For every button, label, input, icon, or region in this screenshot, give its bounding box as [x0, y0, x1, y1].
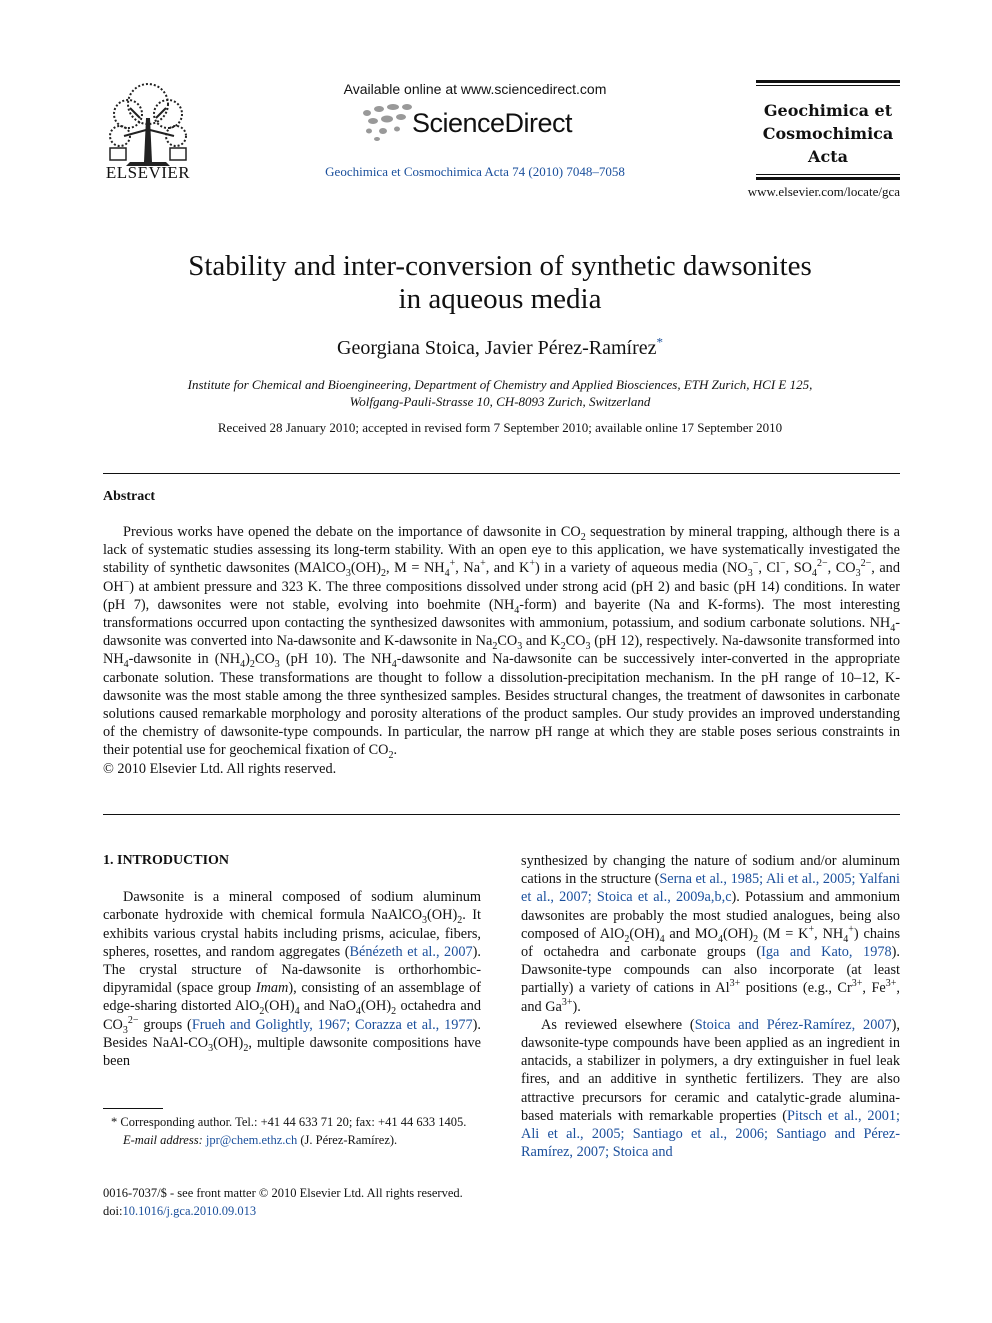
abstract-body	[103, 523, 900, 778]
corresponding-author-mark[interactable]: *	[656, 334, 663, 350]
publisher-name: ELSEVIER	[105, 163, 191, 182]
divider	[103, 814, 900, 815]
journal-title-line: Cosmochimica	[762, 124, 894, 143]
citation-link[interactable]: Iga and Kato, 1978	[761, 944, 892, 961]
author-list	[100, 334, 900, 360]
email-label: E-mail address:	[123, 1132, 203, 1147]
available-online-text[interactable]: Available online at www.sciencedirect.com	[343, 81, 607, 97]
abstract-paragraph: Previous works have opened the debate on the importance of dawsonite in $CO_2$ sequestration by mineral trapping, although there is a lack of systematic studies assessing its long-term stability. With an open eye to this application, we have systematically investigated the stability of synthetic dawsonites ($MAlCO_3(OH)_2$, $M = NH_4^+$, Na+, and K+) in a variety of aqueous media ($NO_3^-$, Cl−, $SO_4^{2-}$, $CO_3^{2-}$, and OH−) at ambient pressure and 323 K. The three compositions dissolved under strong acid (pH 2) and basic (pH 14) conditions. In water (pH 7), dawsonites were not stable, evolving into boehmite $(NH_4-form)$ and bayerite (Na and K-forms). The most interesting transformations occurred upon contacting the synthesized dawsonites with ammonium, potassium, and sodium carbonate solutions. $NH_4$-dawsonite was converted into Na-dawsonite and K-dawsonite in $Na_2CO_3$ and $K_2CO_3$ (pH 12), respectively. Na-dawsonite transformed into $NH_4$-dawsonite in $(NH_4)_2CO_3$ (pH 10). The $NH_4$-dawsonite and Na-dawsonite can be successively inter-converted in the appropriate carbonate solution. These transformations are thought to follow a dissolution-precipitation mechanism. In the pH range of 10–12, K-dawsonite was the most stable among the three synthesized samples. Besides structural changes, the treatment of dawsonites in carbonate solutions caused remarkable morphology and porosity alterations of the product samples. Our study provides an improved understanding of the chemistry of dawsonite-type compounds. In particular, the narrow pH range at which they are stable poses serious constraints in their potential use for geochemical fixation of $CO_2$.	[103, 524, 901, 762]
citation-link[interactable]: Stoica and Pérez-Ramírez, 2007	[694, 1016, 892, 1033]
doi-line	[103, 1203, 523, 1221]
affiliation	[120, 376, 880, 410]
issn-line: 0016-7037/$ - see front matter © 2010 Elsevier Ltd. All rights reserved.	[103, 1186, 463, 1200]
affiliation-line: Institute for Chemical and Bioengineering, Department of Chemistry and Applied Biosciences, ETH Zurich, HCI E 125,	[187, 377, 813, 392]
email-owner: (J. Pérez-Ramírez).	[300, 1132, 398, 1147]
corresponding-author-note: * Corresponding author. Tel.: +41 44 633 71 20; fax: +41 44 633 1405.	[111, 1115, 467, 1129]
footnote	[103, 1114, 481, 1149]
author-names: Georgiana Stoica, Javier Pérez-Ramírez	[337, 337, 657, 359]
citation-link[interactable]: Pitsch et al., 2001; Ali et al., 2005; Santiago et al., 2006; Santiago and Pérez-Ramírez, 2007; Stoica and	[521, 1107, 900, 1161]
right-column	[521, 852, 900, 1161]
divider	[103, 473, 900, 474]
abstract-heading: Abstract	[103, 489, 156, 504]
body-paragraph: Dawsonite is a mineral composed of sodium aluminum carbonate hydroxide with chemical formula $NaAlCO_3(OH)_2$. It exhibits various crystal habits including prisms, aciculae, fibers, spheres, rosettes, and random aggregates (Bénézeth et al., 2007). The crystal structure of Na-dawsonite is orthorhombic-dipyramidal (space group Imam), consisting of an assemblage of edge-sharing distorted $AlO_2(OH)_4$ and $NaO_4(OH)_2$ octahedra and $CO_3^{2-}$ groups (Frueh and Golightly, 1967; Corazza et al., 1977). Besides NaAl-$CO_3(OH)_2$, multiple dawsonite compositions have been	[103, 889, 482, 1070]
article-title	[100, 250, 900, 316]
article-dates: Received 28 January 2010; accepted in revised form 7 September 2010; available online 17 September 2010	[217, 420, 783, 435]
section-heading: 1. INTRODUCTION	[103, 853, 230, 868]
doi-label: doi:	[103, 1203, 123, 1218]
sciencedirect-wordmark: ScienceDirect	[412, 108, 573, 138]
email-link[interactable]: jpr@chem.ethz.ch	[205, 1132, 298, 1147]
journal-title-line: Acta	[808, 147, 848, 166]
affiliation-line: Wolfgang-Pauli-Strasse 10, CH-8093 Zurich, Switzerland	[349, 394, 651, 409]
title-line: Stability and inter-conversion of synthetic dawsonites	[188, 250, 812, 282]
citation-link[interactable]: Frueh and Golightly, 1967; Corazza et al., 1977	[191, 1016, 473, 1033]
journal-title-line: Geochimica et	[763, 101, 893, 120]
email-note	[103, 1132, 481, 1150]
journal-url[interactable]: www.elsevier.com/locate/gca	[747, 184, 900, 199]
page-footer	[103, 1185, 523, 1220]
journal-citation-link[interactable]: Geochimica et Cosmochimica Acta 74 (2010) 7048–7058	[325, 164, 625, 179]
body-paragraph: As reviewed elsewhere (Stoica and Pérez-Ramírez, 2007), dawsonite-type compounds have been applied as an ingredient in antacids, a stabilizer in polymers, a dry extinguisher in fuel leak fires, and an additive in synthetic fertilizers. They are also attractive precursors for ceramic and catalytic-grade alumina-based materials with remarkable properties (Pitsch et al., 2001; Ali et al., 2005; Santiago et al., 2006; Santiago and Pérez-Ramírez, 2007; Stoica and	[521, 1016, 900, 1161]
citation-link[interactable]: Bénézeth et al., 2007	[349, 943, 473, 960]
journal-title	[756, 99, 900, 168]
citation-link[interactable]: Serna et al., 1985; Ali et al., 2005; Yalfani et al., 2007; Stoica et al., 2009a,b,c	[521, 871, 900, 906]
left-column	[103, 852, 481, 1070]
doi-link[interactable]: 10.1016/j.gca.2010.09.013	[122, 1203, 257, 1218]
journal-title-box	[756, 80, 900, 180]
body-paragraph: synthesized by changing the nature of sodium and/or aluminum cations in the structure (Serna et al., 1985; Ali et al., 2005; Yalfani et al., 2007; Stoica et al., 2009a,b,c). Potassium and ammonium dawsonites are probably the most studied analogues, being also composed of $AlO_2(OH)_4$ and $MO_4(OH)_2$ (M = K+, $NH_4^+$) chains of octahedra and carbonate groups (Iga and Kato, 1978). Dawsonite-type compounds can also incorporate (at least partially) a variety of cations in $Al^{3+}$ positions (e.g., $Cr^{3+}$, $Fe^{3+}$, and $Ga^{3+}$).	[521, 853, 901, 1015]
copyright-notice: © 2010 Elsevier Ltd. All rights reserved.	[103, 760, 337, 777]
footnote-divider	[103, 1108, 163, 1109]
title-line: in aqueous media	[398, 283, 602, 315]
